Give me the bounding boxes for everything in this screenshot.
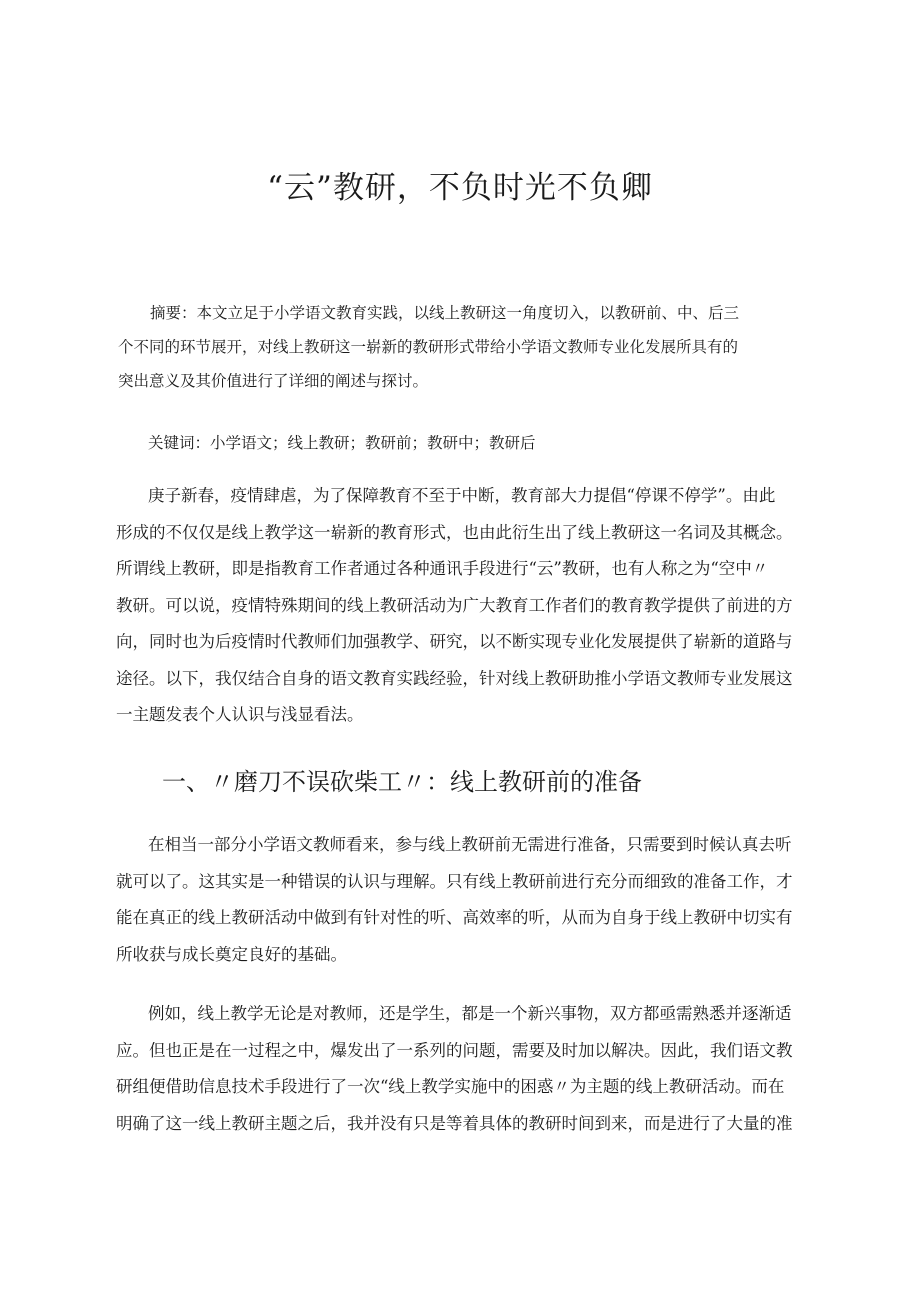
body-paragraph-1 (116, 478, 793, 734)
paragraph-line: 途径。以下，我仅结合自身的语文教育实践经验，针对线上教研助推小学语文教师专业发展这 (116, 668, 793, 688)
keywords-line: 关键词：小学语文；线上教研；教研前；教研中；教研后 (148, 434, 536, 452)
abstract-line: 个不同的环节展开，对线上教研这一崭新的教研形式带给小学语文教师专业化发展所具有的 (118, 338, 739, 356)
paragraph-line: 例如，线上教学无论是对教师，还是学生，都是一个新兴事物，双方都亟需熟悉并逐渐适 (148, 1004, 792, 1023)
paragraph-line: 向，同时也为后疫情时代教师们加强教学、研究，以不断实现专业化发展提供了崭新的道路与 (116, 632, 793, 651)
body-paragraph-3 (116, 996, 793, 1142)
paragraph-line: 所谓线上教研，即是指教育工作者通过各种通讯手段进行“云”教研，也有人称之为“空中〃 (116, 559, 769, 578)
paragraph-line: 形成的不仅仅是线上教学这一崭新的教育形式，也由此衍生出了线上教研这一名词及其概念。 (116, 522, 793, 542)
paragraph-line: 能在真正的线上教研活动中做到有针对性的听、高效率的听，从而为自身于线上教研中切实有 (116, 908, 793, 927)
abstract-paragraph (118, 296, 739, 398)
paragraph-line: 明确了这一线上教研主题之后，我并没有只是等着具体的教研时间到来，而是进行了大量的准 (116, 1113, 793, 1133)
abstract-line: 突出意义及其价值进行了详细的阐述与探讨。 (118, 372, 429, 390)
paragraph-line: 在相当一部分小学语文教师看来，参与线上教研前无需进行准备，只需要到时候认真去听 (148, 835, 792, 854)
paragraph-line: 一主题发表个人认识与浅显看法。 (116, 705, 364, 724)
paragraph-line: 就可以了。这其实是一种错误的认识与理解。只有线上教研前进行充分而细致的准备工作，才 (116, 871, 793, 891)
paragraph-line: 应。但也正是在一过程之中，爆发出了一系列的问题，需要及时加以解决。因此，我们语文教 (116, 1040, 793, 1060)
body-paragraph-2 (116, 827, 793, 973)
document-title: “云”教研，不负时光不负卿 (267, 170, 653, 206)
abstract-line: 摘要：本文立足于小学语文教育实践，以线上教研这一角度切入，以教研前、中、后三 (150, 304, 740, 322)
section-heading: 一、〃磨刀不误砍柴工〃：线上教研前的准备 (162, 768, 642, 796)
paragraph-line: 庚子新春，疫情肆虐，为了保障教育不至于中断，教育部大力提倡“停课不停学”。由此 (148, 486, 776, 505)
paragraph-line: 教研。可以说，疫情特殊期间的线上教研活动为广大教育工作者们的教育教学提供了前进的方 (116, 595, 793, 615)
paragraph-line: 所收获与成长奠定良好的基础。 (116, 944, 347, 964)
paragraph-line: 研组便借助信息技术手段进行了一次“线上教学实施中的困惑〃为主题的线上教研活动。而在 (116, 1077, 785, 1096)
